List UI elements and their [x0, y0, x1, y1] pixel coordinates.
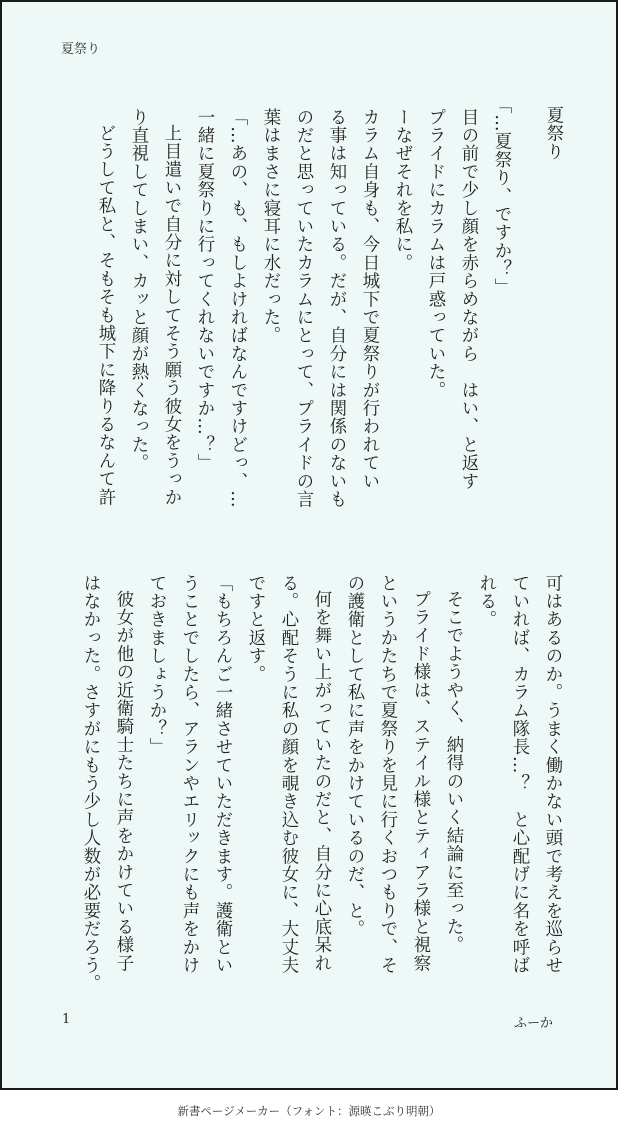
lower-line-1: 可はあるのか。うまく働かない頭で考えを巡らせ [542, 574, 562, 975]
upper-line-11: り直視してしまい、カッと顔が熱くなった。 [128, 108, 148, 472]
lower-line-7: の護衛として私に声をかけているのだ、と。 [344, 574, 364, 938]
lower-text-block [73, 574, 568, 994]
lower-line-8: 何を舞い上がっていたのだと、自分に心底呆れ [311, 590, 331, 973]
upper-line-10: 上目遣いで自分に対してそう願う彼女をうっか [161, 124, 181, 507]
upper-line-9: 一緒に夏祭りに行ってくれないですか…？」 [194, 108, 214, 472]
lower-line-3: れる。 [476, 574, 496, 629]
footer-caption: 新書ページメーカー（フォント：源暎こぶり明朝） [177, 1104, 441, 1118]
upper-line-6: のだと思っていたカラムにとって、プライドの言 [293, 108, 313, 509]
upper-line-12: どうして私と、そもそも城下に降りるなんて許 [95, 124, 115, 507]
opening-quote: 「…夏祭り、ですか？」 [491, 96, 511, 297]
lower-line-4: そこでようやく、納得のいく結論に至った。 [443, 590, 463, 954]
upper-line-1: 目の前で少し顔を赤らめながら はい、と返す [458, 108, 478, 491]
running-title: 夏祭り [61, 42, 101, 57]
chapter-title: 夏祭り [543, 106, 563, 162]
upper-line-7: 葉はまさに寝耳に水だった。 [260, 108, 280, 345]
lower-line-9: る。心配そうに私の顔を覗き込む彼女に、大丈夫 [278, 574, 298, 975]
lower-line-6: というかたちで夏祭りを見に行くおつもりで、そ [377, 574, 397, 975]
lower-line-13: ておきましょうか？」 [146, 574, 166, 756]
author-name: ふーか [514, 1016, 554, 1031]
upper-text-block [88, 108, 484, 528]
lower-line-14: 彼女が他の近衛騎士たちに声をかけている様子 [113, 590, 133, 973]
upper-line-4: カラム自身も、今日城下で夏祭りが行われてい [359, 108, 379, 491]
lower-line-10: ですと返す。 [245, 574, 265, 684]
page-number: 1 [62, 1012, 71, 1027]
lower-line-12: うことでしたら、アランやエリックにも声をかけ [179, 574, 199, 975]
upper-line-3: ーなぜそれを私に。 [392, 108, 412, 272]
upper-line-8: 「…あの、も、もしよければなんですけどっ、… [227, 108, 247, 509]
lower-line-5: プライド様は、ステイル様とティアラ様と視察 [410, 590, 430, 973]
lower-line-15: はなかった。さすがにもう少し人数が必要だろう。 [80, 574, 100, 993]
upper-line-2: プライドにカラムは戸惑っていた。 [425, 108, 445, 400]
lower-line-11: 「もちろんご一緒させていただきます。護衛とい [212, 574, 232, 975]
upper-line-5: る事は知っている。だが、自分には関係のないも [326, 108, 346, 509]
lower-line-2: ていれば、カラム隊長…？ と心配げに名を呼ば [509, 574, 529, 975]
